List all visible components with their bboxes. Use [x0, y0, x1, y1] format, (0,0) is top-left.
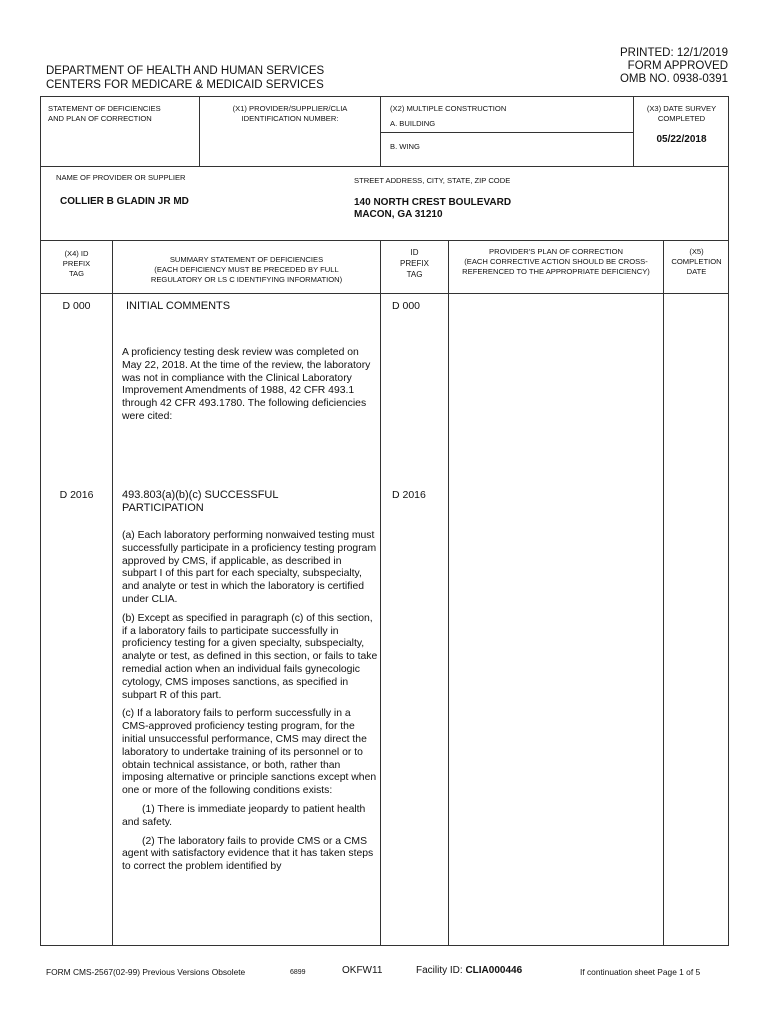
entry-paragraph: (2) The laboratory fails to provide CMS or a CMS agent with satisfactory evidence that it has taken steps to correct the problem identified by: [122, 835, 374, 873]
continuation-note: If continuation sheet Page 1 of 5: [580, 967, 701, 977]
plan-header: PROVIDER'S PLAN OF CORRECTION (EACH CORRECTIVE ACTION SHOULD BE CROSS- REFERENCED TO THE APPROPRIATE DEFICIENCY): [462, 247, 650, 276]
form-approved-label: FORM APPROVED: [627, 60, 728, 72]
entry-paragraph: (c) If a laboratory fails to perform successfully in a CMS-approved proficiency testing program, for the initial unsuccessful performance, CMS may direct the laboratory to undertake training of its personnel or to obtain technical assistance, or both, rather than imposing alternative or principle sanctions except when one or more of the following conditions exists:: [122, 708, 377, 797]
entry-title: INITIAL COMMENTS: [126, 300, 231, 312]
id-prefix-header: ID PREFIX TAG: [400, 248, 429, 279]
wing-label: B. WING: [390, 142, 420, 151]
divider: [380, 132, 633, 133]
id-prefix-tag: D 2016: [392, 489, 426, 501]
form-approval-block: [620, 47, 728, 86]
provider-address: [354, 197, 511, 221]
divider: [380, 240, 381, 946]
facility-id: CLIA000446: [465, 965, 523, 976]
building-label: A. BUILDING: [390, 119, 436, 128]
provider-id-label: (X1) PROVIDER/SUPPLIER/CLIA IDENTIFICATION NUMBER:: [232, 104, 348, 123]
printed-date: PRINTED: 12/1/2019: [619, 47, 728, 59]
date-survey-label: (X3) DATE SURVEY COMPLETED: [646, 104, 717, 123]
survey-date: 05/22/2018: [656, 134, 707, 145]
entry-text: A proficiency testing desk review was completed on May 22, 2018. At the time of the review, the laboratory was not in compliance with the Clinical Laboratory Improvement Amendments of 1988, 42 CFR 493.1 through 42 CFR 493.1780. The following deficiencies were cited:: [122, 347, 371, 422]
department-name: DEPARTMENT OF HEALTH AND HUMAN SERVICES: [46, 65, 325, 77]
entry-body: [122, 530, 378, 880]
divider: [40, 166, 729, 167]
statement-label: STATEMENT OF DEFICIENCIES AND PLAN OF CORRECTION: [48, 104, 161, 123]
id-prefix-tag: D 000: [392, 300, 421, 312]
form-number: FORM CMS-2567(02-99) Previous Versions Obsolete: [46, 967, 246, 977]
multiple-construction-label: (X2) MULTIPLE CONSTRUCTION: [390, 104, 507, 113]
prefix-tag: D 000: [62, 300, 91, 312]
divider: [663, 240, 664, 946]
department-heading: [46, 64, 324, 92]
x4-prefix-header: (X4) ID PREFIX TAG: [62, 249, 91, 278]
divider: [40, 240, 729, 241]
summary-header: SUMMARY STATEMENT OF DEFICIENCIES (EACH DEFICIENCY MUST BE PRECEDED BY FULL REGULATORY OR LS C IDENTIFYING INFORMATION): [150, 255, 343, 284]
entry-paragraph: (a) Each laboratory performing nonwaived testing must successfully participate in a proficiency testing program approved by CMS, if applicable, as described in subpart I of this part for each specialty, subspecialty, and analyte or test in which the laboratory is certified under CLIA.: [122, 530, 377, 605]
omb-number: OMB NO. 0938-0391: [619, 73, 728, 85]
divider: [40, 293, 729, 294]
provider-name-label: NAME OF PROVIDER OR SUPPLIER: [56, 173, 186, 182]
facility-id-block: [416, 965, 522, 976]
entry-paragraph: (b) Except as specified in paragraph (c) of this section, if a laboratory fails to participate successfully in proficiency testing for a given specialty, subspecialty, analyte or test, as defined in this section, or fails to take remedial action when an individual fails gynecologic cytology, CMS imposes sanctions, as specified in subpart R of this part.: [122, 612, 378, 701]
facility-id-label: Facility ID:: [416, 965, 463, 976]
prefix-tag: D 2016: [59, 489, 94, 501]
entry-title: 493.803(a)(b)(c) SUCCESSFUL PARTICIPATION: [122, 489, 279, 514]
divider: [112, 240, 113, 946]
divider: [448, 240, 449, 946]
entry-paragraph: (1) There is immediate jeopardy to patient health and safety.: [122, 803, 366, 828]
event-code: 6899: [290, 969, 306, 976]
street-address: 140 NORTH CREST BOULEVARD: [354, 197, 512, 208]
divider: [380, 96, 381, 166]
city-state-zip: MACON, GA 31210: [354, 209, 443, 220]
agency-name: CENTERS FOR MEDICARE & MEDICAID SERVICES: [46, 79, 324, 91]
completion-header: (X5) COMPLETION DATE: [671, 247, 722, 276]
event-id: OKFW11: [342, 965, 383, 976]
address-label: STREET ADDRESS, CITY, STATE, ZIP CODE: [354, 176, 511, 185]
provider-name: COLLIER B GLADIN JR MD: [60, 196, 189, 207]
